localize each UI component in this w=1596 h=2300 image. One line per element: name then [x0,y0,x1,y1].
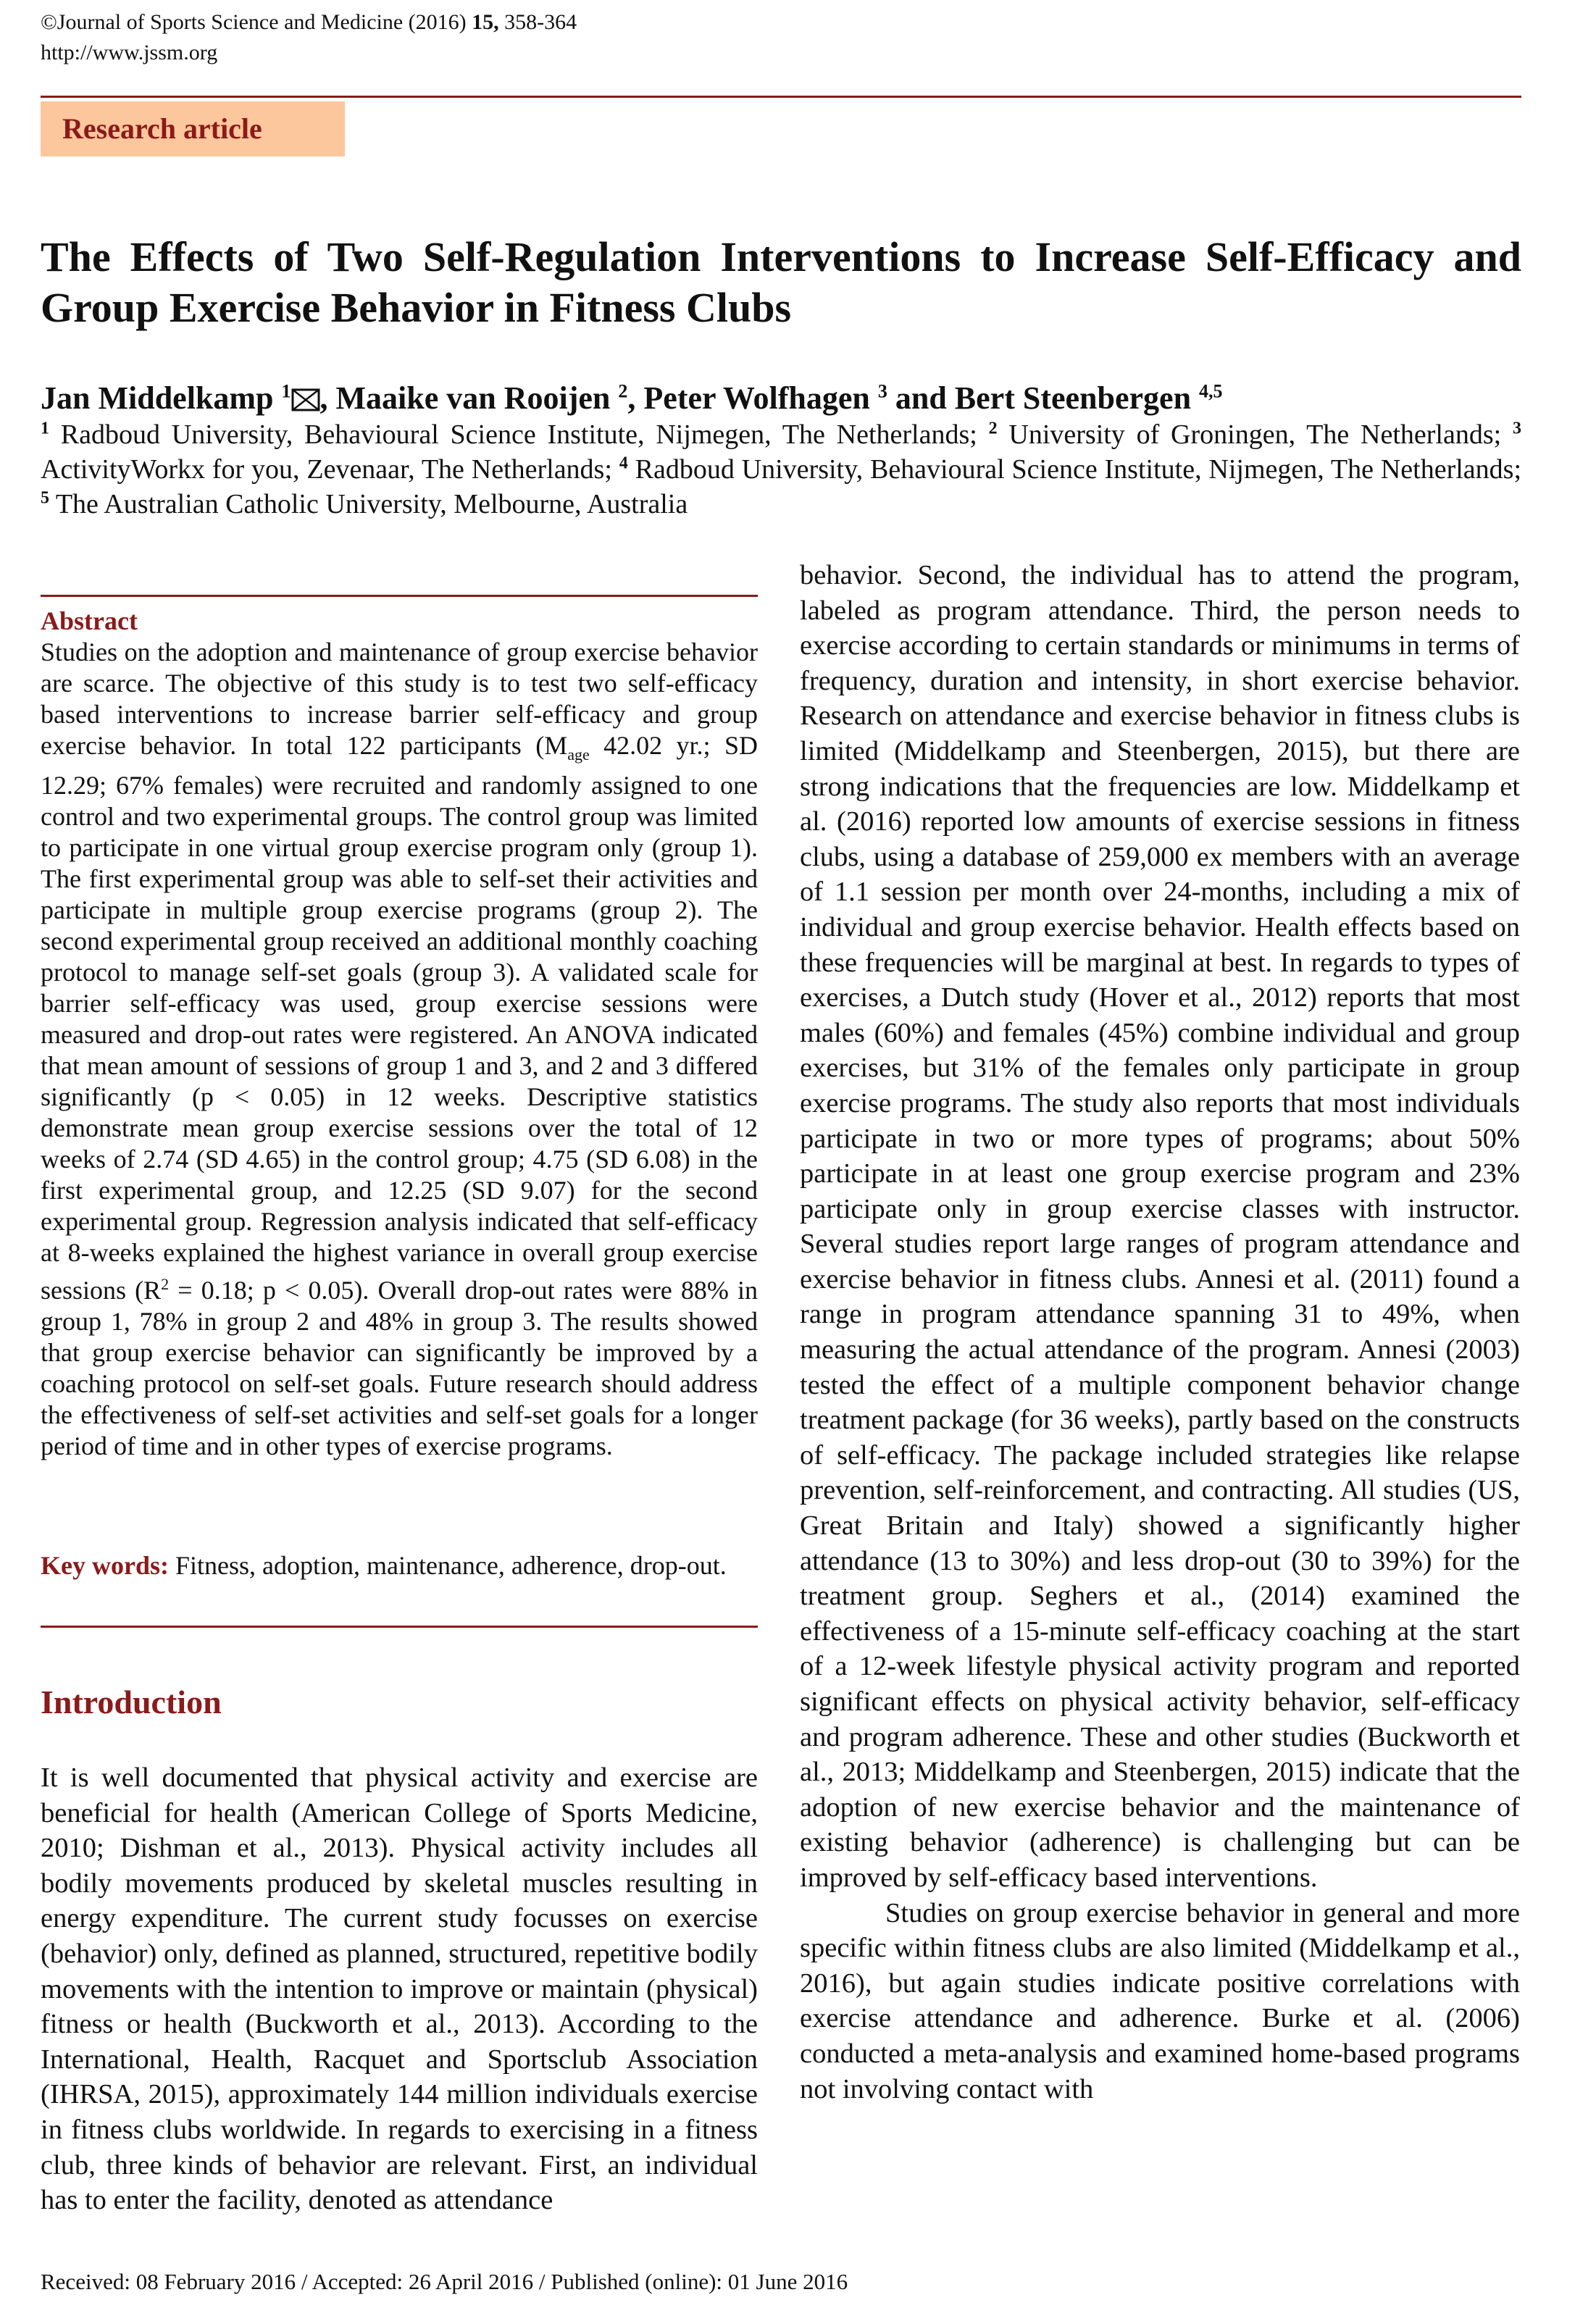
affiliation-number: 3 [1512,419,1521,438]
keywords [41,1550,758,1581]
abstract-text-part: 42.02 yr.; SD 12.29; 67% females) were recruited and randomly assigned to one control and two experimental groups. The control group was limited to participate in one virtual group exercise program only (group 1). The first experimental group was able to self-set their activities and participate in multiple group exercise programs (group 2). The second experimental group received an additional monthly coaching protocol to manage self-set goals (group 3). A validated scale for barrier self-efficacy was used, group exercise sessions were measured and drop-out rates were registered. An ANOVA indicated that mean amount of sessions of group 1 and 3, and 2 and 3 differed significantly (p < 0.05) in 12 weeks. Descriptive statistics demonstrate mean group exercise sessions over the total of 12 weeks of 2.74 (SD 4.65) in the control group; 4.75 (SD 6.08) in the first experimental group, and 12.25 (SD 9.07) for the second experimental group. Regression analysis indicated that self-efficacy at 8-weeks explained the highest variance in overall group exercise sessions (R [41,731,758,1305]
journal-header [41,7,577,68]
paper-title: The Effects of Two Self-Regulation Interventions to Increase Self-Efficacy and Group Exercise Behavior in Fitness Clubs [41,233,1521,331]
received-dates: Received: 08 February 2016 / Accepted: 26 April 2016 / Published (online): 01 June 2016 [41,2269,848,2294]
affiliation-text: Radboud University, Behavioural Science Institute, Nijmegen, The Netherlands; [49,419,989,450]
author-name: Jan Middelkamp [41,380,282,416]
author-name: and Bert Steenbergen [887,380,1200,416]
author-affiliation-mark: 2 [618,380,628,402]
introduction-heading: Introduction [41,1684,222,1720]
keywords-bottom-rule [41,1626,758,1628]
body-paragraph: Studies on group exercise behavior in general and more specific within fitness clubs are also limited (Middelkamp et al., 2016), but again studies indicate positive correlations with exercise attendance and adherence. Burke et al. (2006) conducted a meta-analysis and examined home-based programs not involving contact with [800,1897,1520,2104]
keywords-label: Key words: [41,1551,169,1580]
body-paragraph: behavior. Second, the individual has to attend the program, labeled as program attendance. Third, the person needs to exercise according to certain standards or minimums in terms of frequency, duration and intensity, in short exercise behavior. Research on attendance and exercise behavior in fitness clubs is limited (Middelkamp and Steenbergen, 2015), but there are strong indications that the frequencies are low. Middelkamp et al. (2016) reported low amounts of exercise sessions in fitness clubs, using a database of 259,000 ex members with an average of 1.1 session per month over 24-months, including a mix of individual and group exercise behavior. Health effects based on these frequencies will be marginal at best. In regards to types of exercises, a Dutch study (Hover et al., 2012) reports that most males (60%) and females (45%) combine individual and group exercises, but 31% of the females only participate in group exercise programs. The study also reports that most individuals participate in two or more types of programs; about 50% participate in at least one group exercise program and 23% participate only in group exercise classes with instructor. Several studies report large ranges of program attendance and exercise behavior in fitness clubs. Annesi et al. (2011) found a range in program attendance spanning 31 to 49%, when measuring the actual attendance of the program. Annesi (2003) tested the effect of a multiple component behavior change treatment package (for 36 weeks), partly based on the constructs of self-efficacy. The package included strategies like relapse prevention, self-reinforcement, and contracting. All studies (US, Great Britain and Italy) showed a significantly higher attendance (13 to 30%) and less drop-out (30 to 39%) for the treatment group. Seghers et al., (2014) examined the effectiveness of a 15-minute self-efficacy coaching at the start of a 12-week lifestyle physical activity program and reported significant effects on physical activity behavior, self-efficacy and program adherence. These and other studies (Buckworth et al., 2013; Middelkamp and Steenbergen, 2015) indicate that the adoption of new exercise behavior and the maintenance of existing behavior (adherence) is challenging but can be improved by self-efficacy based interventions. [800,560,1520,1893]
header-rule [41,96,1521,98]
author-name: , Maaike van Rooijen [319,380,619,416]
author-list [41,377,1223,423]
affiliation-number: 5 [41,488,49,508]
superscript-2: 2 [161,1275,170,1294]
keywords-text: Fitness, adoption, maintenance, adherence, drop-out. [168,1551,727,1580]
abstract [41,606,758,1462]
subscript-age: age [567,745,590,764]
author-affiliation-mark: 1 [281,380,291,402]
envelope-icon[interactable] [291,380,320,423]
right-column [800,558,1520,2107]
affiliation-number: 2 [988,419,998,438]
abstract-heading: Abstract [41,606,138,635]
author-affiliation-mark: 3 [877,380,887,402]
journal-url[interactable]: http://www.jssm.org [41,41,218,64]
introduction-text: It is well documented that physical activity and exercise are beneficial for health (American College of Sports Medicine, 2010; Dishman et al., 2013). Physical activity includes all bodily movements produced by skeletal muscles resulting in energy expenditure. The current study focusses on exercise (behavior) only, defined as planned, structured, repetitive bodily movements with the intention to improve or maintain (physical) fitness or health (Buckworth et al., 2013). According to the International, Health, Racquet and Sportsclub Association (IHRSA, 2015), approximately 144 million individuals exercise in fitness clubs worldwide. In regards to exercising in a fitness club, three kinds of behavior are relevant. First, an individual has to enter the facility, denoted as attendance [41,1762,758,2216]
article-type-badge: Research article [41,101,345,156]
affiliation-text: Radboud University, Behavioural Science Institute, Nijmegen, The Netherlands; [627,454,1521,485]
abstract-top-rule [41,595,758,597]
abstract-text-part: = 0.18; p < 0.05). Overall drop-out rates were 88% in group 1, 78% in group 2 and 48% in group 3. The results showed that group exercise behavior can significantly be improved by a coaching protocol on self-set goals. Future research should address the effectiveness of self-set activities and self-set goals for a longer period of time and in other types of exercise programs. [41,1276,758,1461]
affiliation-number: 1 [41,419,49,438]
affiliations [41,417,1521,522]
journal-volume: 15, [472,10,499,34]
affiliation-text: The Australian Catholic University, Melbourne, Australia [49,489,688,519]
abstract-text-part: Studies on the adoption and maintenance of group exercise behavior are scarce. The objective of this study is to test two self-efficacy based interventions to increase barrier self-efficacy and group exercise behavior. In total 122 participants (M [41,637,758,760]
journal-name: ©Journal of Sports Science and Medicine (2016) [41,10,472,34]
journal-citation [41,7,577,38]
affiliation-text: University of Groningen, The Netherlands; [997,419,1513,450]
affiliation-text: ActivityWorkx for you, Zevenaar, The Netherlands; [41,454,619,485]
abstract-text [41,637,758,1462]
author-name: , Peter Wolfhagen [627,380,878,416]
affiliation-number: 4 [619,453,628,473]
journal-pages: 358-364 [498,10,577,34]
author-affiliation-mark: 4,5 [1199,380,1223,402]
